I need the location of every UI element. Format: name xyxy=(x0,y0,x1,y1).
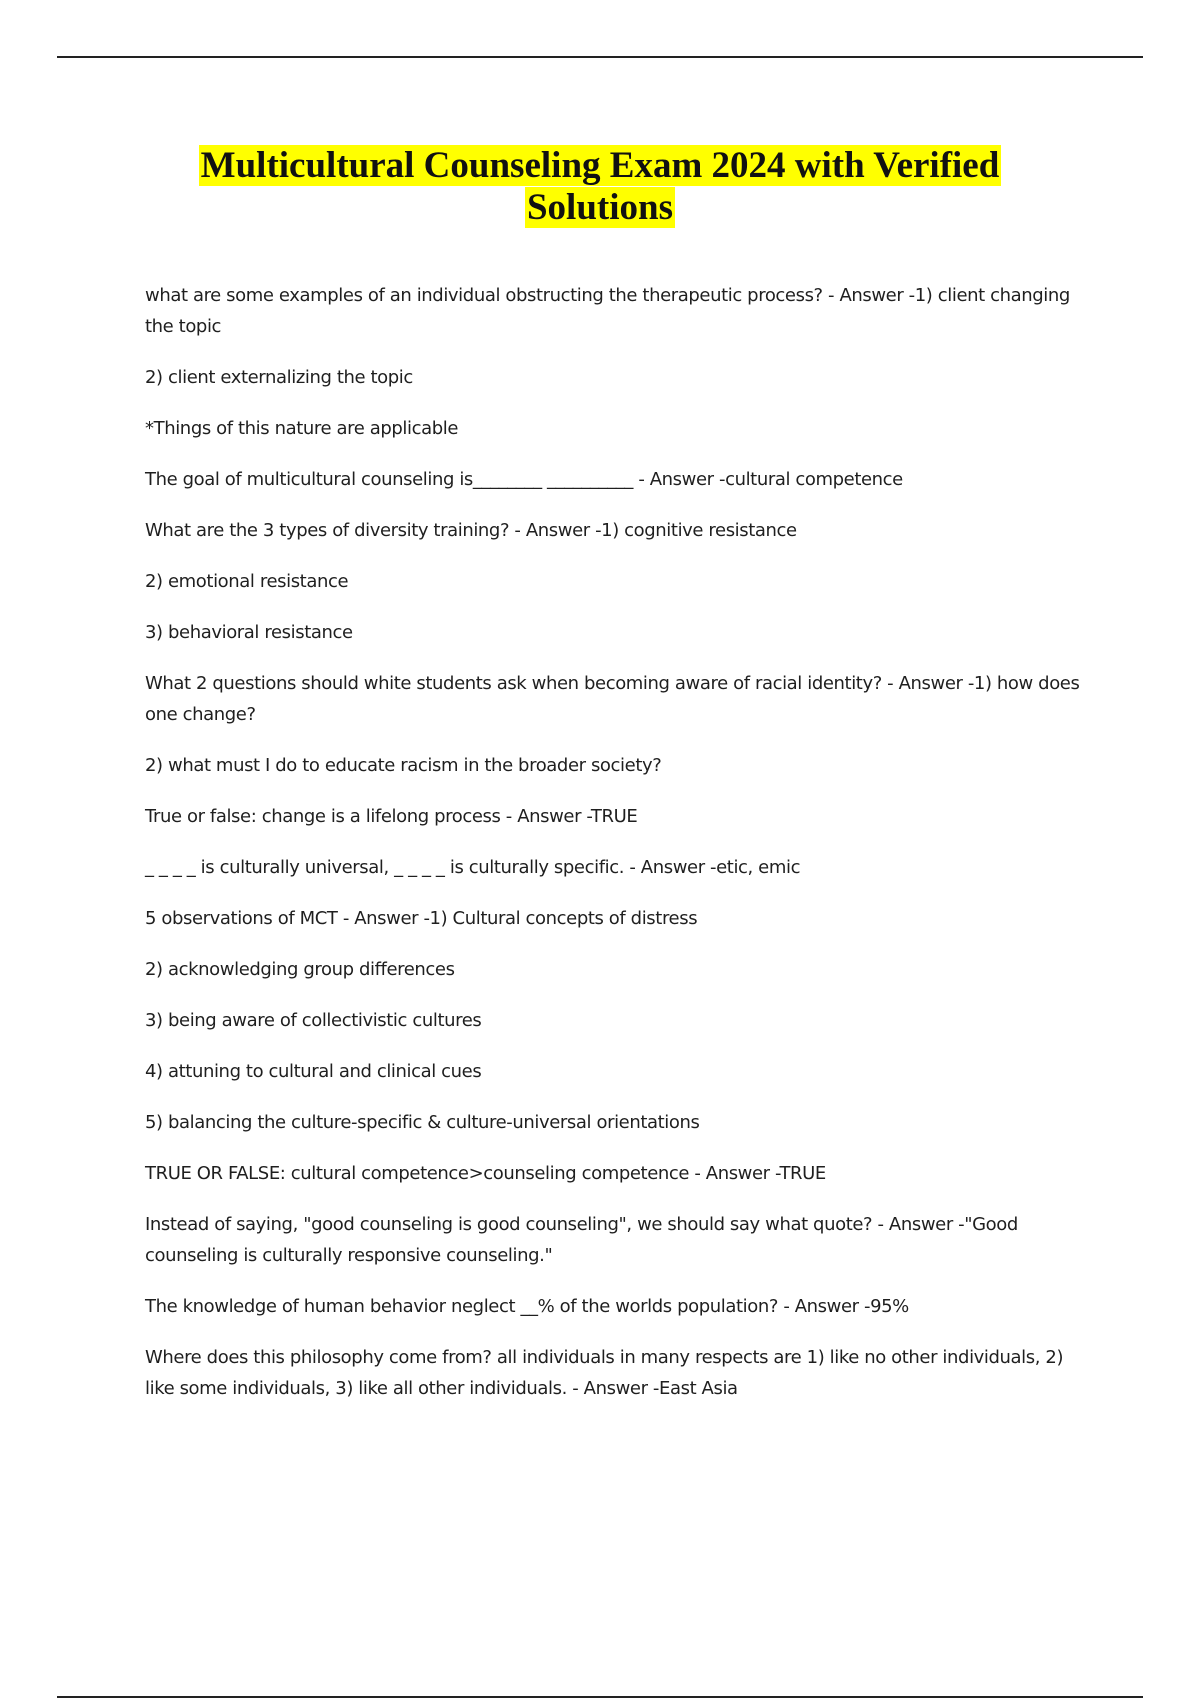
page-title xyxy=(0,145,1200,229)
paragraph: 3) being aware of collectivistic cultures xyxy=(145,1010,482,1031)
paragraph: Instead of saying, "good counseling is good counseling", we should say what quote? - Answer -"Good counseling is culturally responsive counseling." xyxy=(145,1214,1018,1266)
title-line-1: Multicultural Counseling Exam 2024 with Verified xyxy=(200,145,1000,186)
footer-rule xyxy=(57,1696,1143,1698)
paragraph: 5) balancing the culture-specific & culture-universal orientations xyxy=(145,1112,700,1133)
paragraph: TRUE OR FALSE: cultural competence>counseling competence - Answer -TRUE xyxy=(145,1163,826,1184)
paragraph: 2) what must I do to educate racism in the broader society? xyxy=(145,755,662,776)
paragraph: What 2 questions should white students ask when becoming aware of racial identity? - Answer -1) how does one change? xyxy=(145,673,1080,725)
paragraph: The goal of multicultural counseling is________ __________ - Answer -cultural competence xyxy=(145,469,903,490)
paragraph: True or false: change is a lifelong process - Answer -TRUE xyxy=(145,806,638,827)
paragraph: 4) attuning to cultural and clinical cues xyxy=(145,1061,482,1082)
paragraph: 3) behavioral resistance xyxy=(145,622,353,643)
paragraph: The knowledge of human behavior neglect __% of the worlds population? - Answer -95% xyxy=(145,1296,909,1317)
paragraph: _ _ _ _ is culturally universal, _ _ _ _ is culturally specific. - Answer -etic, emic xyxy=(145,857,801,878)
paragraph: 2) acknowledging group differences xyxy=(145,959,455,980)
title-line-2: Solutions xyxy=(526,187,673,228)
paragraph: *Things of this nature are applicable xyxy=(145,418,459,439)
paragraph: what are some examples of an individual obstructing the therapeutic process? - Answer -1) client changing the topic xyxy=(145,285,1070,337)
paragraph: 2) client externalizing the topic xyxy=(145,367,413,388)
paragraph: 2) emotional resistance xyxy=(145,571,349,592)
paragraph: 5 observations of MCT - Answer -1) Cultural concepts of distress xyxy=(145,908,698,929)
document-body xyxy=(145,280,1080,1424)
paragraph: Where does this philosophy come from? all individuals in many respects are 1) like no other individuals, 2) like some individuals, 3) like all other individuals. - Answer -East Asia xyxy=(145,1347,1064,1399)
header-rule xyxy=(57,56,1143,58)
paragraph: What are the 3 types of diversity training? - Answer -1) cognitive resistance xyxy=(145,520,797,541)
